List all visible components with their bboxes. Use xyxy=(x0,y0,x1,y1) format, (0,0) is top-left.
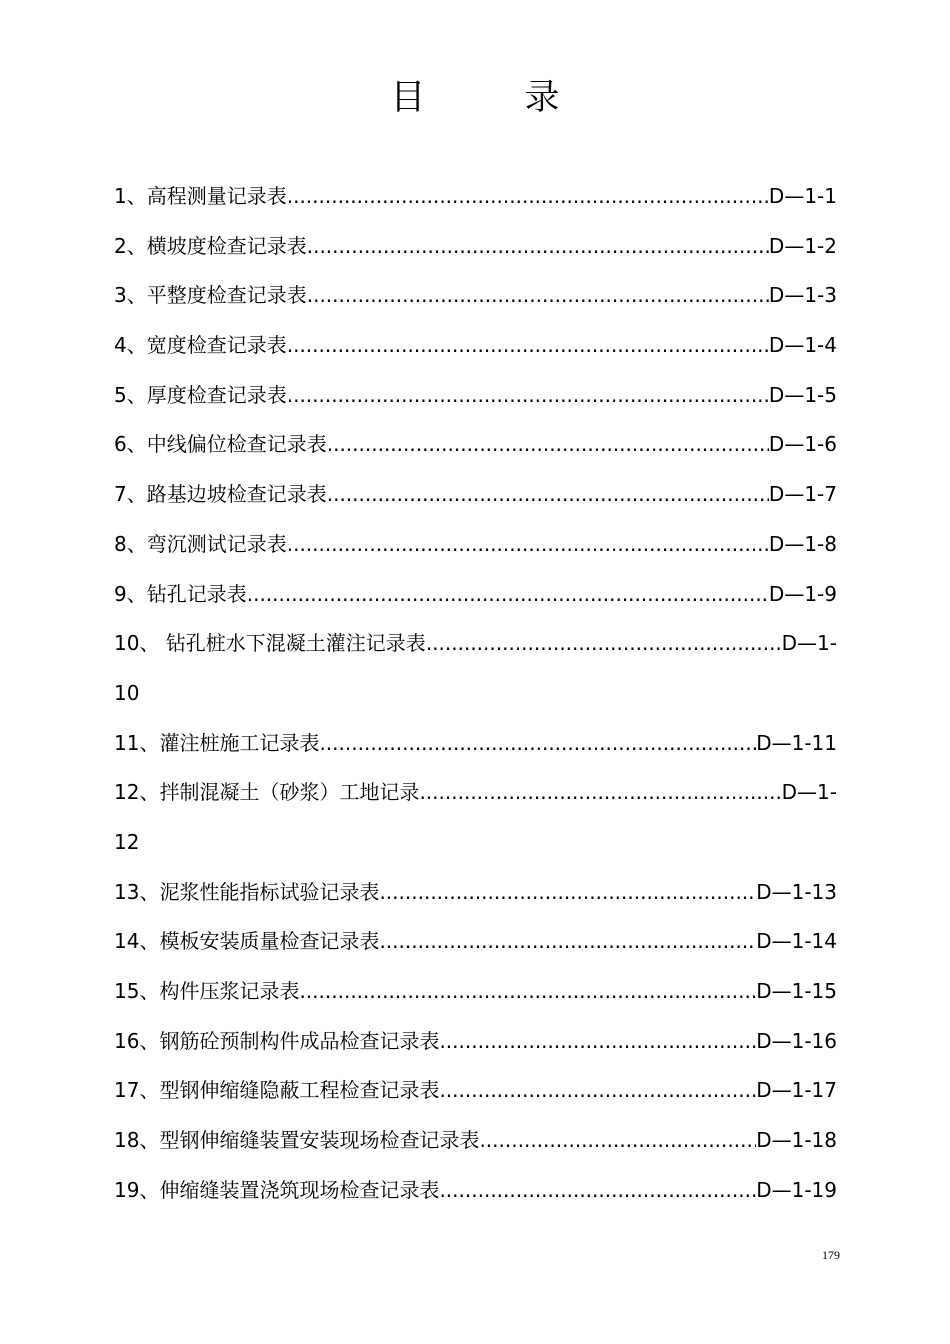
toc-entry-page: D—1-11 xyxy=(756,730,837,755)
toc-entry[interactable] xyxy=(114,1166,837,1216)
table-of-contents xyxy=(114,172,837,1215)
toc-leader-dots xyxy=(287,172,769,222)
toc-entry-page-continuation: 12 xyxy=(114,829,140,854)
toc-entry[interactable] xyxy=(114,222,837,272)
toc-leader-dots xyxy=(287,520,769,570)
toc-entry-label: 4、宽度检查记录表 xyxy=(114,333,287,358)
toc-entry-label: 13、泥浆性能指标试验记录表 xyxy=(114,879,380,904)
toc-leader-dots xyxy=(439,1166,756,1216)
toc-leader-dots xyxy=(307,222,769,272)
toc-leader-dots xyxy=(327,420,769,470)
toc-entry-label: 14、模板安装质量检查记录表 xyxy=(114,929,380,954)
toc-entry-label: 17、型钢伸缩缝隐蔽工程检查记录表 xyxy=(114,1078,440,1103)
toc-entry[interactable] xyxy=(114,1017,837,1067)
toc-leader-dots xyxy=(247,570,769,620)
toc-entry[interactable] xyxy=(114,868,837,918)
toc-entry[interactable] xyxy=(114,172,837,222)
toc-entry-page: D—1-5 xyxy=(768,382,837,407)
toc-entry[interactable] xyxy=(114,420,837,470)
toc-entry-page: D—1-6 xyxy=(768,432,837,457)
toc-entry-label: 16、钢筋砼预制构件成品检查记录表 xyxy=(114,1028,440,1053)
toc-entry-label: 19、伸缩缝装置浇筑现场检查记录表 xyxy=(114,1177,440,1202)
toc-entry-label: 10、 钻孔桩水下混凝土灌注记录表 xyxy=(114,631,426,656)
toc-leader-dots xyxy=(379,917,756,967)
toc-entry-page: D—1-18 xyxy=(756,1128,837,1153)
toc-leader-dots xyxy=(319,719,756,769)
toc-leader-dots xyxy=(299,967,756,1017)
toc-entry-page: D—1- xyxy=(781,780,837,805)
toc-entry-label: 2、横坡度检查记录表 xyxy=(114,233,307,258)
toc-entry[interactable] xyxy=(114,1116,837,1166)
toc-entry[interactable] xyxy=(114,470,837,520)
toc-entry-label: 15、构件压浆记录表 xyxy=(114,979,300,1004)
toc-entry-label: 8、弯沉测试记录表 xyxy=(114,531,287,556)
toc-entry-label: 5、厚度检查记录表 xyxy=(114,382,287,407)
toc-entry-page: D—1-19 xyxy=(756,1177,837,1202)
toc-entry-page: D—1-2 xyxy=(768,233,837,258)
toc-entry-page: D—1-16 xyxy=(756,1028,837,1053)
toc-entry-page: D—1-14 xyxy=(756,929,837,954)
page-number: 179 xyxy=(822,1248,840,1262)
toc-entry[interactable] xyxy=(114,917,837,967)
toc-leader-dots xyxy=(287,371,769,421)
toc-entry-page: D—1-13 xyxy=(756,879,837,904)
page-title: 目 录 xyxy=(390,78,604,118)
toc-entry-label: 6、中线偏位检查记录表 xyxy=(114,432,327,457)
toc-entry[interactable] xyxy=(114,520,837,570)
toc-entry[interactable] xyxy=(114,768,837,867)
toc-leader-dots xyxy=(287,321,769,371)
toc-entry-label: 9、钻孔记录表 xyxy=(114,581,247,606)
toc-entry[interactable] xyxy=(114,1066,837,1116)
toc-entry-page-continuation: 10 xyxy=(114,680,140,705)
toc-entry-label: 12、拌制混凝土（砂浆）工地记录 xyxy=(114,780,420,805)
toc-entry[interactable] xyxy=(114,321,837,371)
toc-leader-dots xyxy=(327,470,769,520)
toc-entry-label: 18、型钢伸缩缝装置安装现场检查记录表 xyxy=(114,1128,480,1153)
toc-entry-page: D—1-9 xyxy=(768,581,837,606)
toc-leader-dots xyxy=(439,1066,756,1116)
toc-entry[interactable] xyxy=(114,619,837,718)
toc-leader-dots xyxy=(379,868,756,918)
toc-entry-page: D—1- xyxy=(781,631,837,656)
toc-entry-page: D—1-8 xyxy=(768,531,837,556)
toc-leader-dots xyxy=(426,619,782,669)
toc-entry[interactable] xyxy=(114,271,837,321)
toc-entry-page: D—1-3 xyxy=(768,283,837,308)
toc-entry-label: 3、平整度检查记录表 xyxy=(114,283,307,308)
toc-entry-page: D—1-1 xyxy=(768,184,837,208)
toc-leader-dots xyxy=(439,1017,756,1067)
toc-entry-label: 1、高程测量记录表 xyxy=(114,184,287,208)
toc-entry[interactable] xyxy=(114,570,837,620)
toc-entry-label: 7、路基边坡检查记录表 xyxy=(114,482,327,507)
toc-entry[interactable] xyxy=(114,967,837,1017)
toc-entry-page: D—1-4 xyxy=(768,333,837,358)
toc-entry-page: D—1-17 xyxy=(756,1078,837,1103)
toc-leader-dots xyxy=(479,1116,756,1166)
toc-entry-label: 11、灌注桩施工记录表 xyxy=(114,730,320,755)
toc-entry-page: D—1-7 xyxy=(768,482,837,507)
toc-entry[interactable] xyxy=(114,719,837,769)
toc-leader-dots xyxy=(307,271,769,321)
toc-leader-dots xyxy=(419,768,781,818)
toc-entry-page: D—1-15 xyxy=(756,979,837,1004)
toc-entry[interactable] xyxy=(114,371,837,421)
